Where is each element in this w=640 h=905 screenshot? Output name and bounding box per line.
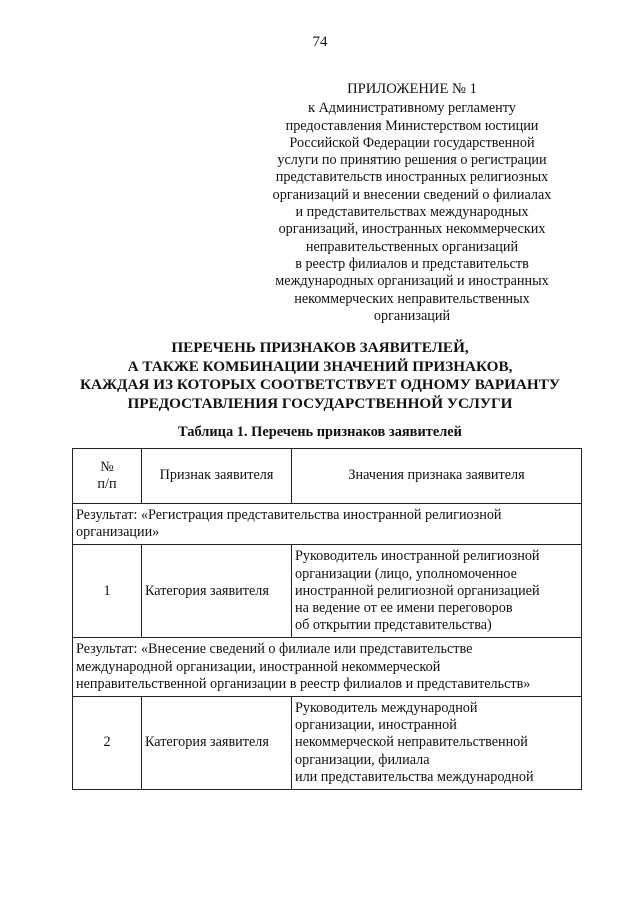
row-attribute: Категория заявителя (142, 697, 292, 790)
header-values: Значения признака заявителя (292, 449, 582, 504)
appendix-line: Российской Федерации государственной (289, 134, 535, 151)
table-row (73, 545, 582, 638)
document-heading (40, 339, 600, 413)
appendix-line: предоставления Министерством юстиции (285, 117, 539, 134)
value-line: Руководитель иностранной религиозной (295, 548, 540, 565)
value-line: организации (лицо, уполномоченное (295, 565, 517, 582)
heading-line: ПРЕДОСТАВЛЕНИЯ ГОСУДАРСТВЕННОЙ УСЛУГИ (127, 394, 513, 412)
row-attribute: Категория заявителя (142, 545, 292, 638)
row-number: 2 (73, 697, 142, 790)
appendix-line: в реестр филиалов и представительств (295, 255, 529, 272)
appendix-line: неправительственных организаций (305, 238, 519, 255)
value-line: на ведение от ее имени переговоров (295, 600, 513, 617)
heading-line: ПЕРЕЧЕНЬ ПРИЗНАКОВ ЗАЯВИТЕЛЕЙ, (171, 339, 469, 356)
value-line: организации, иностранной (295, 717, 457, 734)
appendix-header (262, 81, 562, 325)
appendix-title: ПРИЛОЖЕНИЕ № 1 (347, 81, 477, 97)
result-line: международной организации, иностранной некоммерческой (76, 658, 441, 675)
result-row (73, 504, 582, 545)
appendix-line: международных организаций и иностранных (275, 273, 549, 290)
heading-line: КАЖДАЯ ИЗ КОТОРЫХ СООТВЕТСТВУЕТ ОДНОМУ ВАРИАНТУ (80, 376, 560, 394)
heading-line: А ТАКЖЕ КОМБИНАЦИИ ЗНАЧЕНИЙ ПРИЗНАКОВ, (127, 357, 513, 375)
result-line: организации» (76, 524, 160, 541)
header-number-line2: п/п (97, 476, 117, 492)
row-value (292, 697, 582, 790)
appendix-line: представительств иностранных религиозных (275, 169, 549, 186)
value-line: организации, филиала (295, 751, 430, 768)
appendix-line: и представительствах международных (295, 204, 529, 221)
value-line: иностранной религиозной организацией (295, 582, 540, 599)
table-row (73, 697, 582, 790)
appendix-line: организаций (373, 307, 451, 324)
header-attribute: Признак заявителя (142, 449, 292, 504)
result-line: Результат: «Регистрация представительства иностранной религиозной (76, 507, 502, 523)
applicant-attributes-table (72, 448, 582, 790)
row-number: 1 (73, 545, 142, 638)
result-cell (73, 638, 582, 697)
appendix-line: некоммерческих неправительственных (294, 290, 530, 307)
appendix-line: организаций и внесении сведений о филиалах (272, 186, 552, 203)
result-row (73, 638, 582, 697)
page-number: 74 (312, 34, 328, 50)
value-line: некоммерческой неправительственной (295, 734, 528, 751)
row-value (292, 545, 582, 638)
appendix-line: к Административному регламенту (308, 100, 516, 117)
value-line: или представительства международной (295, 768, 534, 785)
table-header-row (73, 449, 582, 504)
header-number (73, 449, 142, 504)
result-line: Результат: «Внесение сведений о филиале или представительстве (76, 641, 473, 658)
result-cell (73, 504, 582, 545)
result-line: неправительственной организации в реестр филиалов и представительств» (76, 675, 531, 692)
table-caption: Таблица 1. Перечень признаков заявителей (178, 424, 462, 440)
header-number-line1: № (100, 458, 114, 475)
value-line: Руководитель международной (295, 700, 478, 717)
appendix-line: услуги по принятию решения о регистрации (277, 152, 547, 169)
value-line: об открытии представительства) (295, 617, 492, 634)
appendix-line: организаций, иностранных некоммерческих (278, 221, 546, 238)
